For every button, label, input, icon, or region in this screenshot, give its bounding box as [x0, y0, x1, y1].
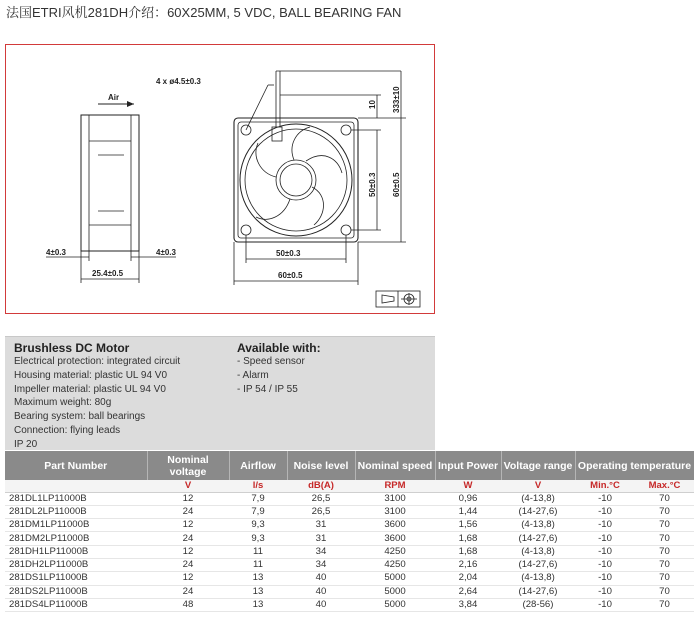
table-cell: 26,5 — [287, 505, 355, 518]
available-list — [237, 355, 305, 396]
spec-item: Connection: flying leads — [14, 424, 121, 436]
table-cell: 4250 — [355, 558, 435, 571]
table-cell: (4-13,8) — [501, 572, 575, 585]
table-cell: 31 — [287, 519, 355, 532]
table-cell: (4-13,8) — [501, 492, 575, 505]
table-cell: 40 — [287, 585, 355, 598]
header-operating-temperature: Operating temperature — [575, 451, 694, 480]
spec-item: Impeller material: plastic UL 94 V0 — [14, 383, 166, 395]
table-cell: 12 — [147, 545, 229, 558]
spec-item: Maximum weight: 80g — [14, 397, 112, 409]
part-number-cell: 281DS1LP11000B — [5, 572, 147, 585]
table-cell: 70 — [635, 598, 694, 611]
table-row — [5, 492, 694, 505]
table-cell: 12 — [147, 572, 229, 585]
table-cell: 3100 — [355, 505, 435, 518]
spec-list — [14, 355, 180, 452]
table-row — [5, 505, 694, 518]
dim-width-side: 25.4±0.5 — [92, 269, 124, 278]
table-cell: 3100 — [355, 492, 435, 505]
side-view — [46, 93, 177, 283]
table-cell: -10 — [575, 572, 635, 585]
unit-cell: W — [435, 480, 501, 492]
table-cell: 70 — [635, 492, 694, 505]
header-nominal-voltage: Nominal voltage — [147, 451, 229, 480]
unit-cell: dB(A) — [287, 480, 355, 492]
table-cell: 11 — [229, 558, 287, 571]
part-number-cell: 281DS2LP11000B — [5, 585, 147, 598]
part-number-cell: 281DH2LP11000B — [5, 558, 147, 571]
table-cell: 70 — [635, 532, 694, 545]
table-cell: 2,04 — [435, 572, 501, 585]
header-noise-level: Noise level — [287, 451, 355, 480]
table-cell: 12 — [147, 492, 229, 505]
unit-cell: V — [501, 480, 575, 492]
header-nominal-speed: Nominal speed — [355, 451, 435, 480]
table-cell: 4250 — [355, 545, 435, 558]
table-cell: 7,9 — [229, 492, 287, 505]
table-cell: 3600 — [355, 519, 435, 532]
part-number-cell: 281DH1LP11000B — [5, 545, 147, 558]
info-panel — [5, 336, 435, 450]
table-cell: 9,3 — [229, 532, 287, 545]
holes-label: 4 x ø4.5±0.3 — [156, 77, 201, 86]
projection-symbol — [376, 291, 420, 307]
header-voltage-range: Voltage range — [501, 451, 575, 480]
table-cell: 26,5 — [287, 492, 355, 505]
table-cell: -10 — [575, 505, 635, 518]
header-part-number: Part Number — [5, 451, 147, 480]
table-cell: (28-56) — [501, 598, 575, 611]
header-input-power: Input Power — [435, 451, 501, 480]
table-cell: 70 — [635, 558, 694, 571]
table-cell: 13 — [229, 572, 287, 585]
table-unit-row — [5, 480, 694, 492]
unit-cell: RPM — [355, 480, 435, 492]
unit-cell: Min.°C — [575, 480, 635, 492]
header-airflow: Airflow — [229, 451, 287, 480]
table-cell: 40 — [287, 572, 355, 585]
part-number-cell: 281DM2LP11000B — [5, 532, 147, 545]
table-cell: 70 — [635, 505, 694, 518]
table-cell: 1,68 — [435, 545, 501, 558]
dim-hole-h: 50±0.3 — [276, 249, 301, 258]
table-cell: 70 — [635, 572, 694, 585]
table-cell: 5000 — [355, 572, 435, 585]
dim-lead-333: 333±10 — [392, 86, 401, 113]
table-cell: 2,64 — [435, 585, 501, 598]
fan-drawing-svg — [6, 45, 436, 315]
spec-item: Electrical protection: integrated circuit — [14, 356, 181, 367]
parts-table — [5, 451, 694, 612]
table-cell: 1,56 — [435, 519, 501, 532]
table-cell: 34 — [287, 545, 355, 558]
table-cell: (14-27,6) — [501, 585, 575, 598]
spec-item: IP 20 — [14, 438, 38, 450]
table-cell: 31 — [287, 532, 355, 545]
table-cell: 1,68 — [435, 532, 501, 545]
parts-table-body — [5, 492, 694, 612]
available-item: - IP 54 / IP 55 — [237, 383, 298, 395]
front-view — [156, 71, 406, 285]
dim-left-4a: 4±0.3 — [46, 248, 66, 257]
air-label: Air — [108, 93, 120, 102]
table-cell: 24 — [147, 532, 229, 545]
available-title: Available with: — [237, 341, 321, 355]
unit-cell — [5, 480, 147, 492]
table-cell: 40 — [287, 598, 355, 611]
dim-overall-h: 60±0.5 — [278, 271, 303, 280]
table-cell: 48 — [147, 598, 229, 611]
dim-lead-10: 10 — [368, 100, 377, 109]
available-item: - Alarm — [237, 369, 269, 381]
table-cell: (14-27,6) — [501, 558, 575, 571]
table-cell: -10 — [575, 558, 635, 571]
table-cell: 3600 — [355, 532, 435, 545]
table-cell: 13 — [229, 585, 287, 598]
table-cell: -10 — [575, 519, 635, 532]
table-cell: 3,84 — [435, 598, 501, 611]
table-cell: (4-13,8) — [501, 545, 575, 558]
table-row — [5, 519, 694, 532]
unit-cell: l/s — [229, 480, 287, 492]
table-cell: 70 — [635, 545, 694, 558]
spec-item: Bearing system: ball bearings — [14, 411, 146, 423]
part-number-cell: 281DL2LP11000B — [5, 505, 147, 518]
dim-hole-v: 50±0.3 — [368, 172, 377, 197]
available-item: - Speed sensor — [237, 356, 305, 367]
part-number-cell: 281DM1LP11000B — [5, 519, 147, 532]
table-cell: 13 — [229, 598, 287, 611]
table-cell: 5000 — [355, 585, 435, 598]
table-cell: 7,9 — [229, 505, 287, 518]
table-row — [5, 545, 694, 558]
motor-title: Brushless DC Motor — [14, 341, 130, 355]
table-cell: (14-27,6) — [501, 505, 575, 518]
table-cell: (4-13,8) — [501, 519, 575, 532]
unit-cell: V — [147, 480, 229, 492]
table-cell: 9,3 — [229, 519, 287, 532]
table-cell: 24 — [147, 505, 229, 518]
unit-cell: Max.°C — [635, 480, 694, 492]
technical-drawing — [5, 44, 435, 314]
table-cell: 2,16 — [435, 558, 501, 571]
table-cell: 11 — [229, 545, 287, 558]
table-cell: -10 — [575, 585, 635, 598]
dim-overall-v: 60±0.5 — [392, 172, 401, 197]
table-cell: 5000 — [355, 598, 435, 611]
table-cell: -10 — [575, 545, 635, 558]
table-cell: (14-27,6) — [501, 532, 575, 545]
table-cell: 70 — [635, 585, 694, 598]
dim-left-4b: 4±0.3 — [156, 248, 176, 257]
table-row — [5, 598, 694, 611]
table-cell: 24 — [147, 558, 229, 571]
table-cell: 34 — [287, 558, 355, 571]
table-cell: 24 — [147, 585, 229, 598]
table-row — [5, 558, 694, 571]
table-cell: -10 — [575, 532, 635, 545]
table-cell: 12 — [147, 519, 229, 532]
table-cell: 1,44 — [435, 505, 501, 518]
table-row — [5, 532, 694, 545]
page-title: 法国ETRI风机281DH介绍：60X25MM, 5 VDC, BALL BEARING FAN — [6, 5, 402, 20]
table-cell: -10 — [575, 492, 635, 505]
table-row — [5, 572, 694, 585]
spec-item: Housing material: plastic UL 94 V0 — [14, 369, 168, 381]
table-cell: -10 — [575, 598, 635, 611]
table-cell: 70 — [635, 519, 694, 532]
table-cell: 0,96 — [435, 492, 501, 505]
part-number-cell: 281DL1LP11000B — [5, 492, 147, 505]
table-header-row — [5, 451, 694, 480]
part-number-cell: 281DS4LP11000B — [5, 598, 147, 611]
table-row — [5, 585, 694, 598]
